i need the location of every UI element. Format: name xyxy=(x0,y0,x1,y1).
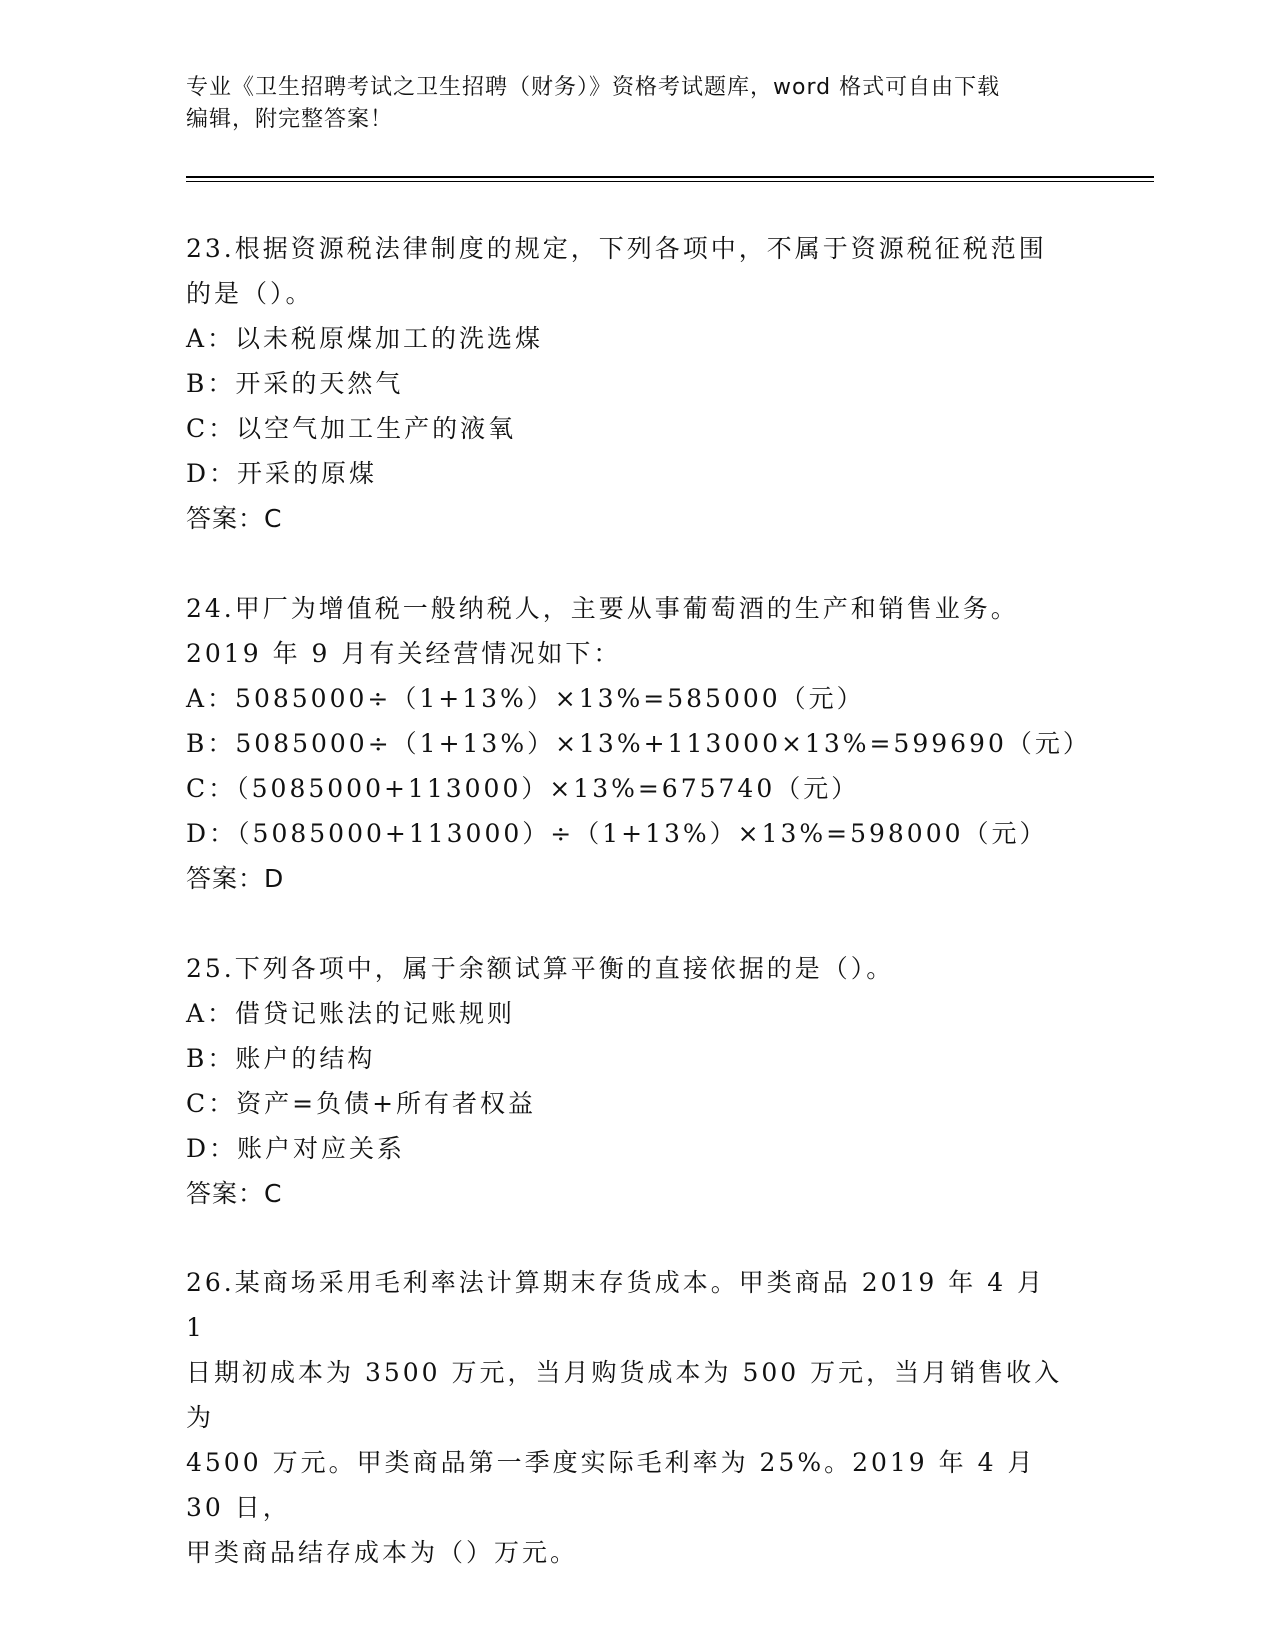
header-line-2: 编辑，附完整答案！ xyxy=(186,107,394,132)
option-a: A：借贷记账法的记账规则 xyxy=(186,999,516,1028)
question-stem-line: 26.某商场采用毛利率法计算期末存货成本。甲类商品 2019 年 4 月 1 xyxy=(186,1268,1046,1342)
question-stem-line: 4500 万元。甲类商品第一季度实际毛利率为 25%。2019 年 4 月 30 日， xyxy=(186,1448,1036,1522)
option-d: D：开采的原煤 xyxy=(186,459,378,488)
option-c: C：资产=负债+所有者权益 xyxy=(186,1089,537,1118)
option-d: D：账户对应关系 xyxy=(186,1134,406,1163)
document-header xyxy=(186,72,1086,136)
option-c: C：以空气加工生产的液氧 xyxy=(186,414,517,443)
header-line-1: 专业《卫生招聘考试之卫生招聘（财务）》资格考试题库，word 格式可自由下载 xyxy=(186,75,1001,100)
option-b: B：5085000÷（1+13%）×13%+113000×13%=599690（元） xyxy=(186,729,1091,758)
question-stem-line: 日期初成本为 3500 万元，当月购货成本为 500 万元，当月销售收入为 xyxy=(186,1358,1063,1432)
question-26 xyxy=(186,1260,1066,1575)
question-stem-line: 25.下列各项中，属于余额试算平衡的直接依据的是（）。 xyxy=(186,954,895,983)
option-b: B：开采的天然气 xyxy=(186,369,404,398)
option-a: A：5085000÷（1+13%）×13%=585000（元） xyxy=(186,684,865,713)
option-a: A：以未税原煤加工的洗选煤 xyxy=(186,324,544,353)
option-c: C：（5085000+113000）×13%=675740（元） xyxy=(186,774,860,803)
answer-line: 答案：C xyxy=(186,1179,283,1208)
question-23 xyxy=(186,226,1066,541)
question-stem-line: 的是（）。 xyxy=(186,279,314,308)
answer-line: 答案：C xyxy=(186,504,283,533)
question-stem-line: 24.甲厂为增值税一般纳税人，主要从事葡萄酒的生产和销售业务。 xyxy=(186,594,1019,623)
header-divider-thin xyxy=(186,181,1154,182)
question-25 xyxy=(186,946,1066,1216)
question-24 xyxy=(186,586,1091,901)
question-stem-line: 23.根据资源税法律制度的规定，下列各项中，不属于资源税征税范围 xyxy=(186,234,1047,263)
option-d: D：（5085000+113000）÷（1+13%）×13%=598000（元） xyxy=(186,819,1048,848)
option-b: B：账户的结构 xyxy=(186,1044,376,1073)
header-divider-thick xyxy=(186,176,1154,178)
answer-line: 答案：D xyxy=(186,864,285,893)
question-stem-line: 甲类商品结存成本为（）万元。 xyxy=(186,1538,579,1567)
question-stem-line: 2019 年 9 月有关经营情况如下： xyxy=(186,639,622,668)
